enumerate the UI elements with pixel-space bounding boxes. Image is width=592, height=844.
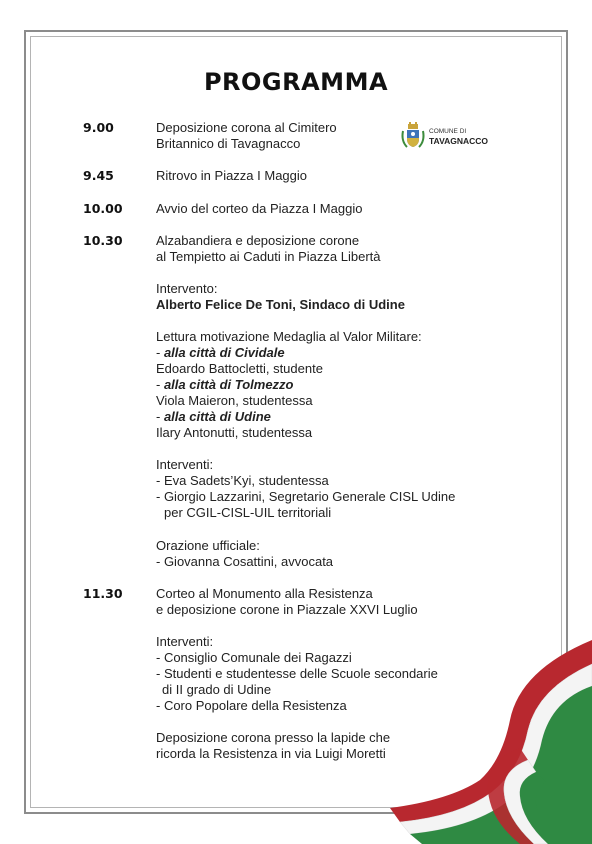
speaker-line: - Consiglio Comunale dei Ragazzi	[156, 650, 352, 665]
time-label: 9.45	[83, 168, 114, 183]
event-line: Deposizione corona presso la lapide che	[156, 730, 391, 745]
speaker-line: - Giovanna Cosattini, avvocata	[156, 554, 334, 569]
medal-item	[156, 345, 285, 361]
speaker-line: - Coro Popolare della Resistenza	[156, 698, 347, 713]
reader-name: Viola Maieron, studentessa	[156, 393, 313, 408]
city-name: alla città di Tolmezzo	[163, 377, 294, 392]
event-line: al Tempietto ai Caduti in Piazza Libertà	[156, 249, 381, 264]
dash: -	[156, 377, 164, 392]
dash: -	[156, 409, 164, 424]
time-label: 11.30	[83, 586, 123, 601]
event-line: Corteo al Monumento alla Resistenza	[156, 586, 373, 601]
event-line: Deposizione corona al Cimitero	[156, 120, 337, 135]
speaker-line: - Eva Sadets’Kyi, studentessa	[156, 473, 329, 488]
time-label: 9.00	[83, 120, 114, 135]
reader-name: Edoardo Battocletti, studente	[156, 361, 323, 376]
medal-item	[156, 377, 294, 393]
speeches-heading: Interventi:	[156, 457, 214, 472]
time-label: 10.00	[83, 201, 123, 216]
city-name: alla città di Udine	[163, 409, 271, 424]
event-line: e deposizione corone in Piazzale XXVI Luglio	[156, 602, 418, 617]
event-line: Avvio del corteo da Piazza I Maggio	[156, 201, 363, 216]
flag-ribbon-decoration	[370, 630, 592, 844]
speeches-heading: Interventi:	[156, 634, 214, 649]
page-title: PROGRAMMA	[203, 68, 389, 96]
speaker-line: - Studenti e studentesse delle Scuole secondarie	[156, 666, 438, 681]
medal-item	[156, 409, 271, 425]
event-line: Ritrovo in Piazza I Maggio	[156, 168, 308, 183]
speaker-line: - Giorgio Lazzarini, Segretario Generale CISL Udine	[156, 489, 456, 504]
oration-heading: Orazione ufficiale:	[156, 538, 260, 553]
event-line: ricorda la Resistenza in via Luigi Moretti	[156, 746, 386, 761]
logo-caption: COMUNE DI	[429, 128, 467, 135]
medal-heading: Lettura motivazione Medaglia al Valor Militare:	[156, 329, 422, 344]
logo-name: TAVAGNACCO	[429, 136, 489, 146]
time-label: 10.30	[83, 233, 123, 248]
speaker-line: di II grado di Udine	[162, 682, 272, 697]
speaker-name: Alberto Felice De Toni, Sindaco di Udine	[156, 297, 405, 312]
reader-name: Ilary Antonutti, studentessa	[156, 425, 313, 440]
speech-heading: Intervento:	[156, 281, 218, 296]
speaker-line: per CGIL-CISL-UIL territoriali	[164, 505, 332, 520]
coat-of-arms-icon	[399, 121, 427, 151]
event-line: Alzabandiera e deposizione corone	[156, 233, 360, 248]
city-name: alla città di Cividale	[163, 345, 285, 360]
event-line: Britannico di Tavagnacco	[156, 136, 301, 151]
dash: -	[156, 345, 164, 360]
